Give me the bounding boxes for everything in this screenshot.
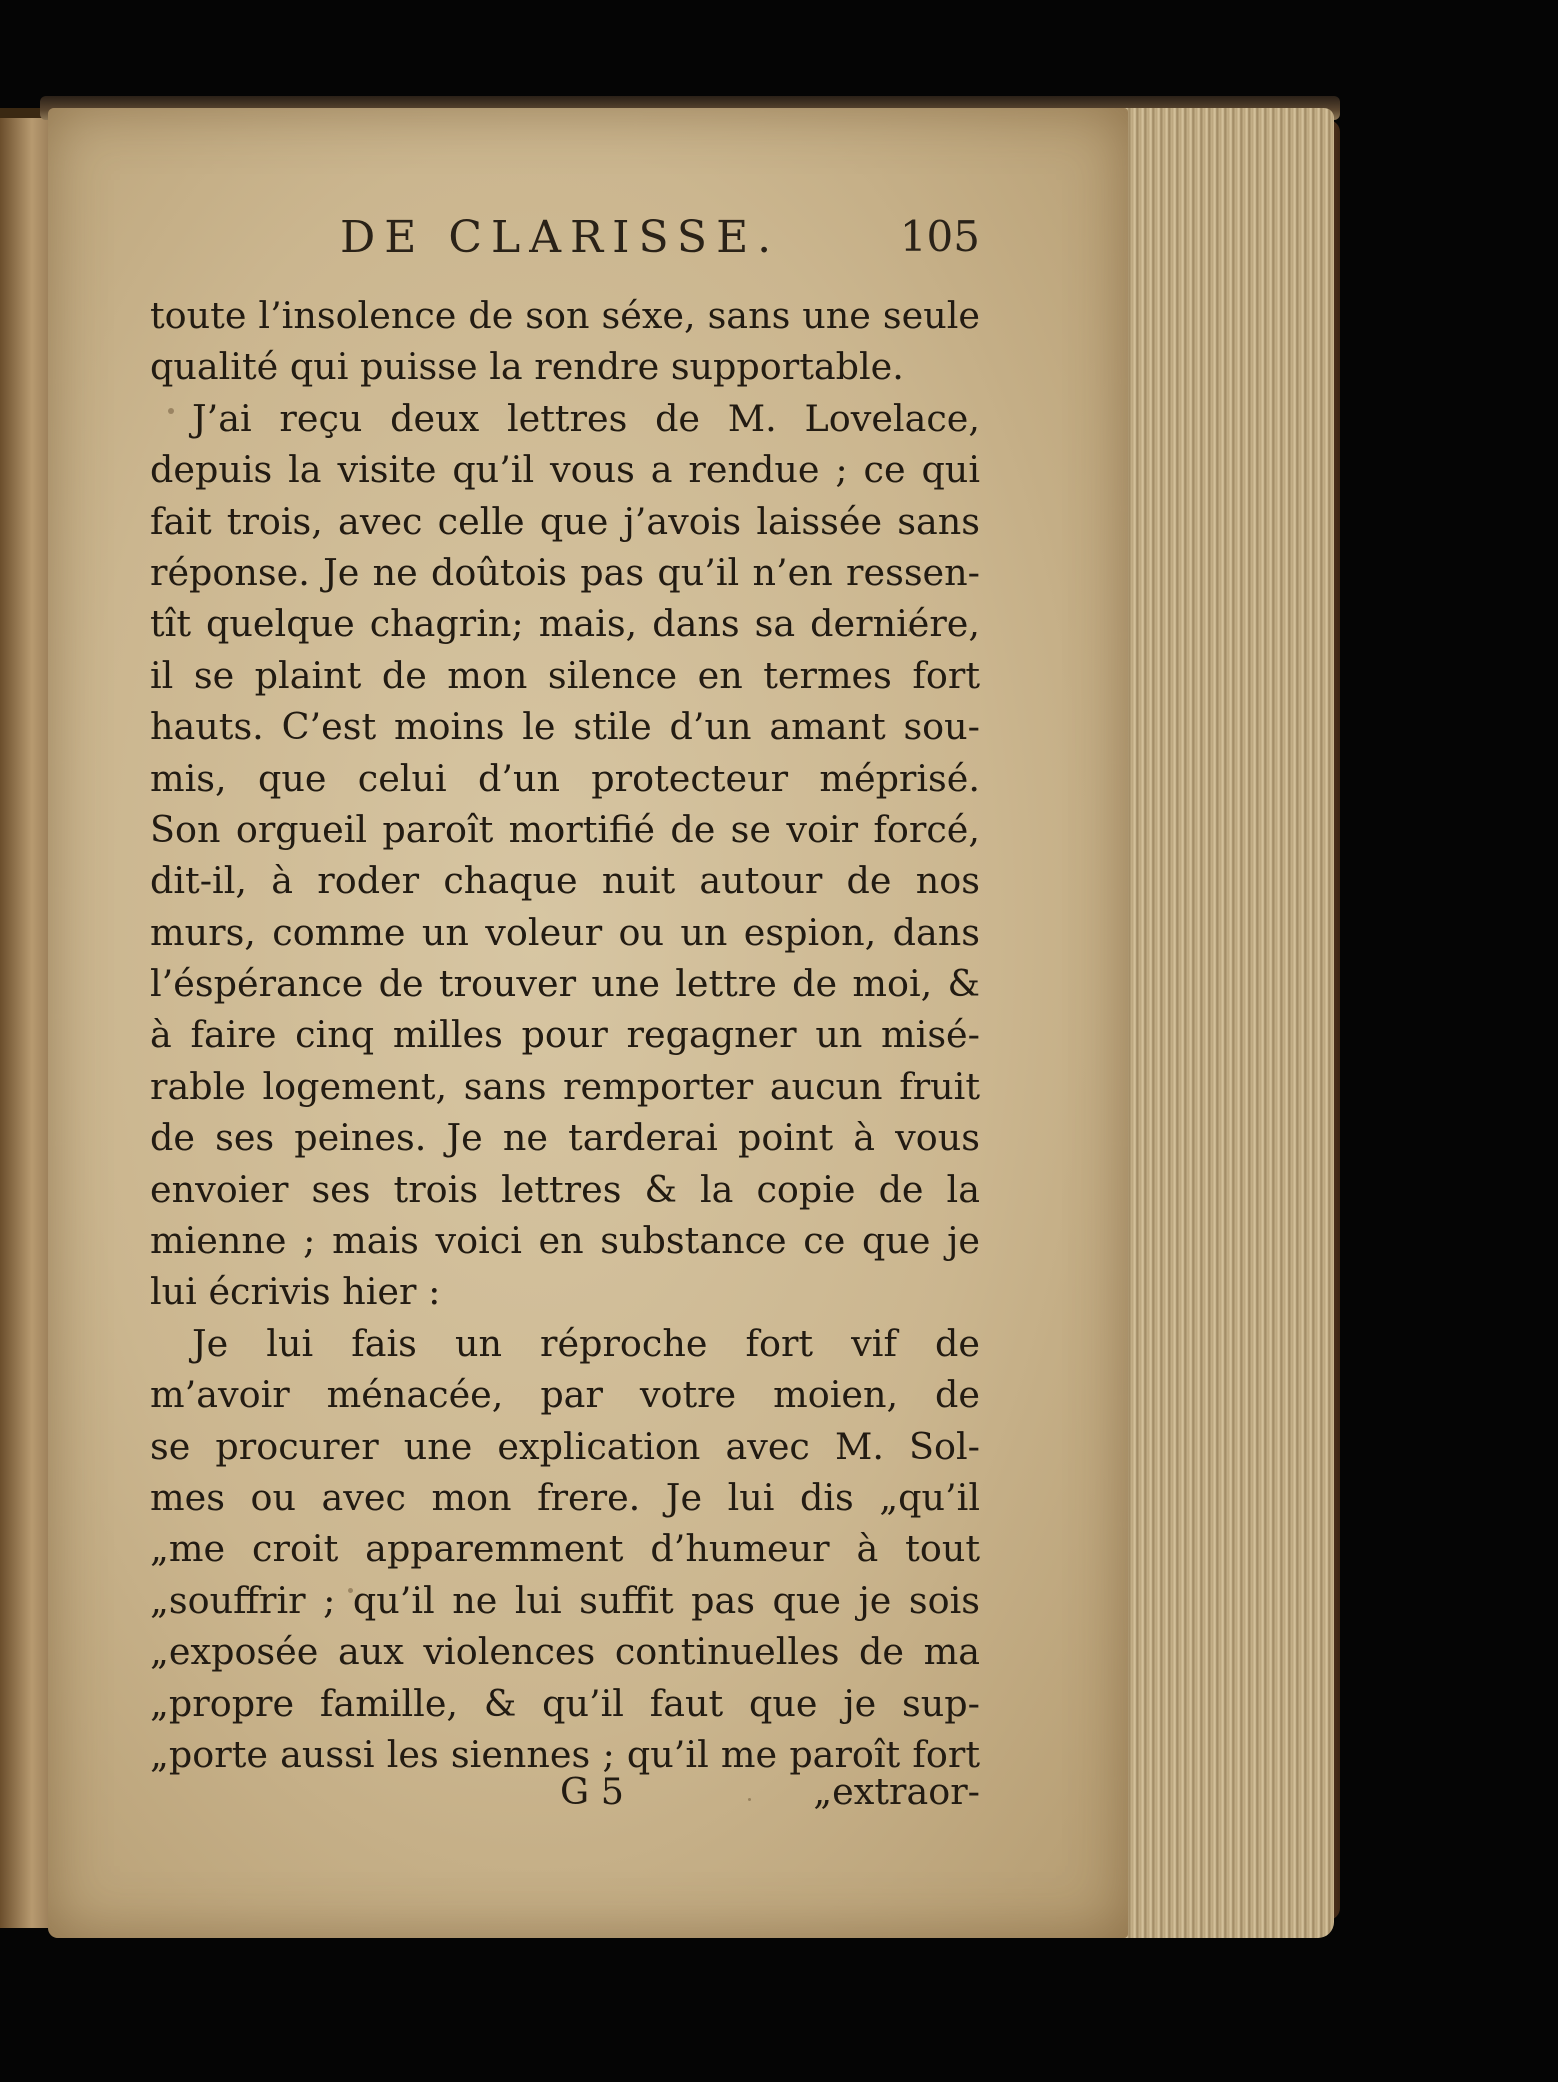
catchword: „extraor- [813,1770,980,1813]
text-line: „exposée aux violences continuelles de ma [150,1630,980,1674]
text-line: „propre famille, & qu’il faut que je sup- [150,1681,980,1725]
text-line: de ses peines. Je ne tarderai point à vous [150,1116,980,1160]
page-number: 105 [899,212,980,261]
text-line: murs, comme un voleur ou un espion, dans [150,910,980,954]
text-line: tît quelque chagrin; mais, dans sa derniére, [150,602,980,646]
text-line: m’avoir ménacée, par votre moien, de [150,1373,980,1417]
text-line: l’éspérance de trouver une lettre de moi, & [150,962,980,1006]
text-line: rable logement, sans remporter aucun fruit [150,1064,980,1108]
text-line: Je lui fais un réproche fort vif de [192,1321,980,1365]
text-line: „me croit apparemment d’humeur à tout [150,1527,980,1571]
text-line: qualité qui puisse la rendre supportable. [150,345,904,389]
text-line: se procurer une explication avec M. Sol- [150,1424,980,1468]
signature-mark: G 5 [560,1770,624,1813]
text-line: envoier ses trois lettres & la copie de la [150,1167,980,1211]
text-line: „porte aussi les siennes ; qu’il me paroît fort [150,1732,980,1776]
text-line: J’ai reçu deux lettres de M. Lovelace, [192,396,980,440]
page-text [150,290,980,1780]
text-line: réponse. Je ne doûtois pas qu’il n’en ressen- [150,550,980,594]
text-line: à faire cinq milles pour regagner un misé- [150,1013,980,1057]
text-line: Son orgueil paroît mortifié de se voir forcé, [150,807,980,851]
text-line: il se plaint de mon silence en termes fort [150,653,980,697]
page-fore-edge [1124,108,1334,1938]
text-line: dit-il, à roder chaque nuit autour de nos [150,859,980,903]
running-head-title: DE CLARISSE. [340,212,781,263]
text-line: toute l’insolence de son séxe, sans une seule [150,294,980,337]
text-line: lui écrivis hier : [150,1270,441,1314]
text-line: mes ou avec mon frere. Je lui dis „qu’il [150,1475,980,1519]
text-line: fait trois, avec celle que j’avois laissée sans [150,499,980,543]
running-head [150,212,980,272]
text-line: mis, que celui d’un protecteur méprisé. [150,756,980,800]
page-footer [150,1770,980,1826]
text-line: mienne ; mais voici en substance ce que je [150,1219,980,1263]
text-line: „souffrir ; qu’il ne lui suffit pas que je sois [150,1578,980,1622]
text-line: depuis la visite qu’il vous a rendue ; ce qui [150,448,980,492]
text-line: hauts. C’est moins le stile d’un amant sou- [150,705,980,749]
